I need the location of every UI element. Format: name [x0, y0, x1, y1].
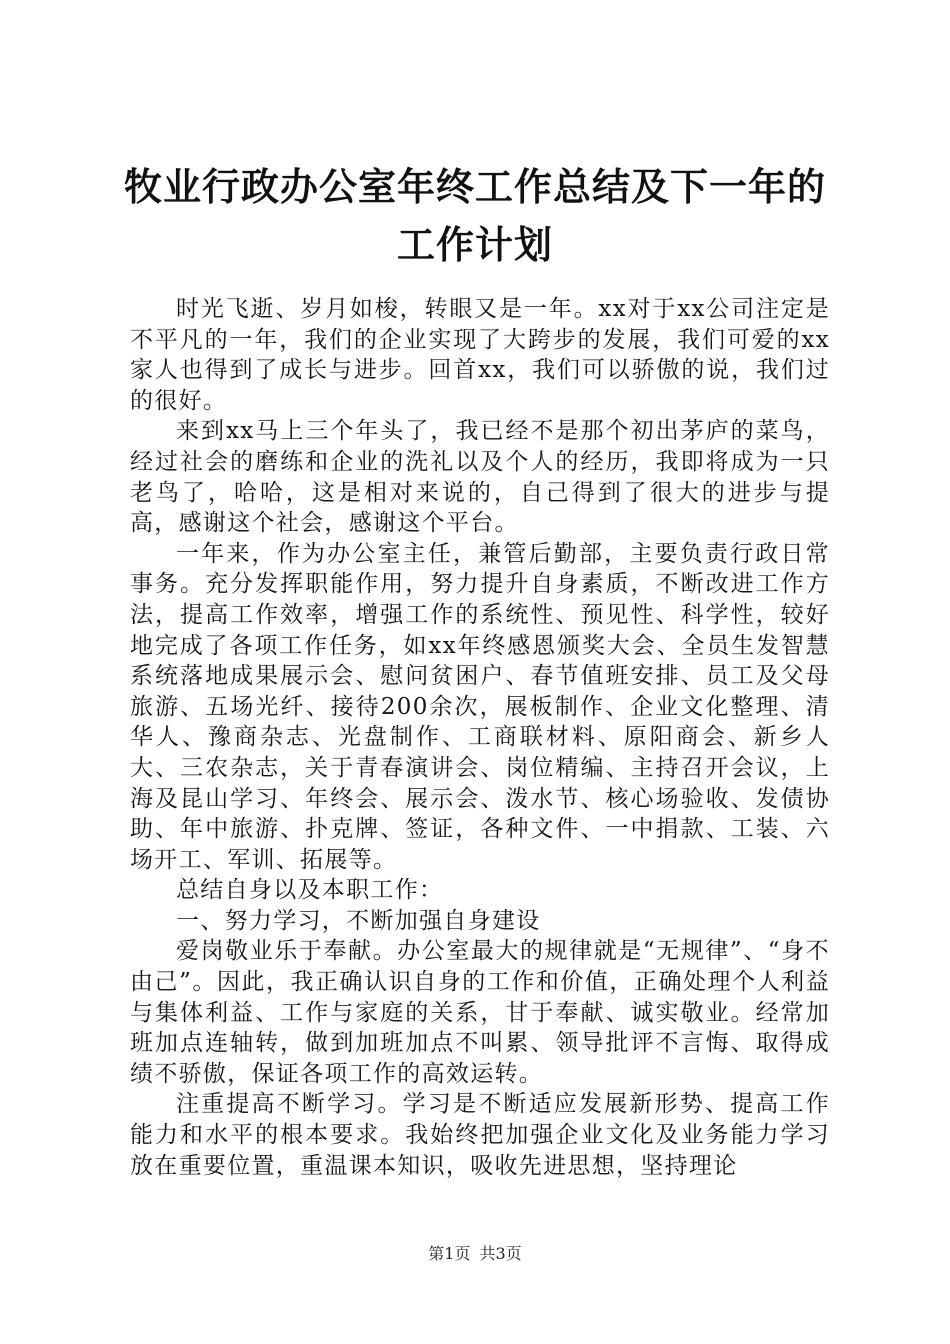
paragraph: 来到xx马上三个年头了，我已经不是那个初出茅庐的菜鸟，经过社会的磨练和企业的洗礼以及个人的经历，我即将成为一只老鸟了，哈哈，这是相对来说的，自己得到了很大的进步与提高，感谢这个社会，感谢这个平台。 [130, 418, 830, 537]
page-number-footer: 第1页 共3页 [428, 1244, 522, 1263]
paragraph: 时光飞逝、岁月如梭，转眼又是一年。xx对于xx公司注定是不平凡的一年，我们的企业实现了大跨步的发展，我们可爱的xx家人也得到了成长与进步。回首xx，我们可以骄傲的说，我们过的很好。 [130, 296, 830, 414]
section-heading: 一、努力学习，不断加强自身建设 [176, 907, 541, 934]
paragraph: 注重提高不断学习。学习是不断适应发展新形势、提高工作能力和水平的根本要求。我始终把加强企业文化及业务能力学习放在重要位置，重温课本知识，吸收先进思想，坚持理论 [130, 1091, 830, 1179]
paragraph: 一年来，作为办公室主任，兼管后勤部，主要负责行政日常事务。充分发挥职能作用，努力提升自身素质，不断改进工作方法，提高工作效率，增强工作的系统性、预见性、科学性，较好地完成了各项工作任务，如xx年终感恩颁奖大会、全员生发智慧系统落地成果展示会、慰问贫困户、春节值班安排、员工及父母旅游、五场光纤、接待200余次，展板制作、企业文化整理、清华人、豫商杂志、光盘制作、工商联材料、原阳商会、新乡人大、三农杂志，关于青春演讲会、岗位精编、主持召开会议，上海及昆山学习、年终会、展示会、泼水节、核心场验收、发债协助、年中旅游、扑克牌、签证，各种文件、一中捐款、工装、六场开工、军训、拓展等。 [130, 540, 830, 873]
paragraph: 爱岗敬业乐于奉献。办公室最大的规律就是“无规律”、“身不由己”。因此，我正确认识自身的工作和价值，正确处理个人利益与集体利益、工作与家庭的关系，甘于奉献、诚实敬业。经常加班加点连轴转，做到加班加点不叫累、领导批评不言悔、取得成绩不骄傲，保证各项工作的高效运转。 [130, 938, 830, 1087]
document-body [130, 294, 830, 1181]
paragraph: 总结自身以及本职工作： [176, 877, 444, 904]
document-title: 牧业行政办公室年终工作总结及下一年的工作计划 [123, 165, 826, 267]
